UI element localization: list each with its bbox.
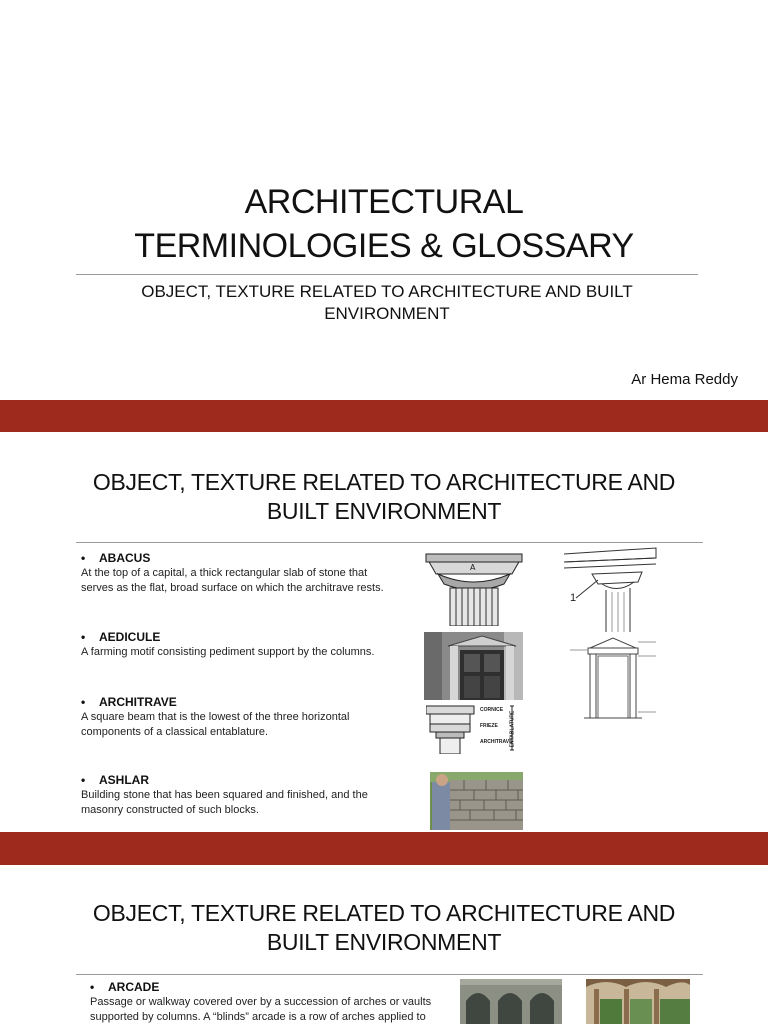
- term-name: • ARCHITRAVE: [81, 695, 177, 709]
- subtitle-line-2: ENVIRONMENT: [324, 304, 450, 323]
- main-title: [0, 180, 768, 268]
- abacus-line-diagram: [562, 546, 658, 632]
- term-name: • AEDICULE: [81, 630, 161, 644]
- title-slide: [0, 0, 768, 400]
- slide-title-line-2: BUILT ENVIRONMENT: [266, 929, 502, 955]
- term-name: • ABACUS: [81, 551, 151, 565]
- term-name: • ARCADE: [90, 980, 160, 994]
- term-definition: A square beam that is the lowest of the three horizontal components of a classical entablature.: [81, 711, 350, 738]
- blind-arcade-photo: [460, 979, 562, 1024]
- entablature-diagram: [426, 704, 526, 754]
- author-name: Ar Hema Reddy: [631, 371, 738, 388]
- term-name: • ASHLAR: [81, 773, 149, 787]
- glossary-slide-1: [0, 432, 768, 832]
- main-title-line-2: TERMINOLOGIES & GLOSSARY: [134, 227, 634, 265]
- term-definition: Building stone that has been squared and finished, and the masonry constructed of such blocks.: [81, 789, 368, 816]
- cornice-label: CORNICE: [480, 707, 504, 713]
- term-aedicule: [81, 629, 411, 660]
- slide-title: [0, 899, 768, 957]
- abacus-capital-image: [420, 550, 528, 626]
- term-arcade: [90, 979, 460, 1024]
- slide-title: [0, 468, 768, 526]
- abacus-label-number: 1: [570, 592, 577, 604]
- architrave-label: ARCHITRAVE: [480, 739, 513, 745]
- aedicule-photo: [424, 632, 523, 700]
- term-definition: At the top of a capital, a thick rectangular slab of stone that serves as the flat, broad surface on which the architrave rests.: [81, 567, 384, 594]
- frieze-label: FRIEZE: [480, 723, 498, 729]
- slide-title-divider: [76, 542, 703, 543]
- term-definition: A farming motif consisting pediment support by the columns.: [81, 646, 375, 658]
- svg-text:A: A: [470, 563, 476, 572]
- slide-separator-band: [0, 832, 768, 865]
- title-divider: [76, 274, 698, 275]
- slide-title-line-1: OBJECT, TEXTURE RELATED TO ARCHITECTURE AND: [92, 469, 676, 495]
- arcade-walkway-photo: [586, 979, 690, 1024]
- slide-separator-band: [0, 400, 768, 432]
- entablature-label: ENTABLATURE: [509, 710, 516, 748]
- term-abacus: [81, 550, 411, 596]
- aedicule-line-drawing: [566, 634, 660, 726]
- main-title-line-1: ARCHITECTURAL: [244, 183, 524, 221]
- term-architrave: [81, 694, 411, 740]
- glossary-slide-2: [0, 865, 768, 1024]
- slide-title-divider: [76, 974, 703, 975]
- term-ashlar: [81, 772, 411, 818]
- slide-title-line-2: BUILT ENVIRONMENT: [266, 498, 502, 524]
- subtitle: [76, 281, 698, 325]
- term-definition: Passage or walkway covered over by a succession of arches or vaults supported by columns. A “blinds” arcade is a row of arches applied to: [90, 996, 432, 1023]
- ashlar-photo: [430, 772, 523, 830]
- slide-title-line-1: OBJECT, TEXTURE RELATED TO ARCHITECTURE AND: [92, 900, 676, 926]
- subtitle-line-1: OBJECT, TEXTURE RELATED TO ARCHITECTURE AND BUILT: [141, 282, 633, 301]
